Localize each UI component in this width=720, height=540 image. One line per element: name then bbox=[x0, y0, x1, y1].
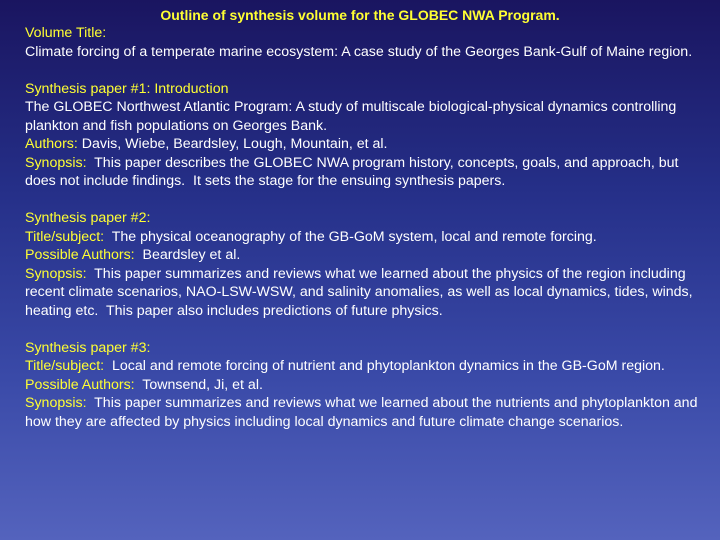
slide-title: Outline of synthesis volume for the GLOBEC NWA Program. bbox=[160, 7, 560, 23]
paper1-title: The GLOBEC Northwest Atlantic Program: A study of multiscale biological-physical dynamics controlling plankton and fish populations on Georges Bank. bbox=[25, 99, 677, 134]
paper3-authors-label: Possible Authors: bbox=[25, 376, 135, 393]
paper3-synopsis-label: Synopsis: bbox=[25, 395, 87, 411]
paper1-heading: Synthesis paper #1: Introduction bbox=[25, 80, 229, 97]
paper1-authors-text: Davis, Wiebe, Beardsley, Lough, Mountain, et al. bbox=[77, 136, 388, 152]
paper1-synopsis bbox=[25, 154, 710, 191]
paper3-authors bbox=[25, 376, 710, 395]
volume-title-text: Climate forcing of a temperate marine ecosystem: A case study of the Georges Bank-Gulf of Maine region. bbox=[25, 43, 693, 60]
paper3-subject-text: Local and remote forcing of nutrient and phytoplankton dynamics in the GB-GoM region. bbox=[104, 358, 665, 374]
paper1-synopsis-label: Synopsis: bbox=[25, 154, 87, 171]
volume-title-label: Volume Title: bbox=[25, 25, 107, 41]
paper3-synopsis-text: This paper summarizes and reviews what we learned about the nutrients and phytoplankton and how they are affected by physics including local dynamics and future climate change scenarios. bbox=[25, 395, 702, 430]
paper1-authors-label: Authors: bbox=[25, 136, 78, 152]
paper2-subject bbox=[25, 228, 710, 247]
paper2-synopsis bbox=[25, 265, 710, 321]
paper3-subject-label: Title/subject: bbox=[25, 358, 105, 374]
paper1-synopsis-text: This paper describes the GLOBEC NWA program history, concepts, goals, and approach, but does not include findings. It sets the stage for the ensuing synthesis papers. bbox=[25, 154, 683, 189]
paper3-authors-text: Townsend, Ji, et al. bbox=[134, 376, 263, 393]
paper2-subject-label: Title/subject: bbox=[25, 228, 105, 245]
paper2-authors-text: Beardsley et al. bbox=[134, 247, 241, 263]
slide-content bbox=[25, 24, 710, 431]
paper3-synopsis bbox=[25, 394, 710, 431]
paper3-heading: Synthesis paper #3: bbox=[25, 339, 151, 356]
paper1-authors bbox=[25, 135, 710, 154]
paper2-subject-text: The physical oceanography of the GB-GoM system, local and remote forcing. bbox=[104, 228, 597, 245]
paper2-synopsis-label: Synopsis: bbox=[25, 265, 87, 282]
paper2-authors-label: Possible Authors: bbox=[25, 247, 135, 263]
paper2-authors bbox=[25, 246, 710, 265]
paper3-subject bbox=[25, 357, 710, 376]
paper2-synopsis-text: This paper summarizes and reviews what we learned about the physics of the region including recent climate scenarios, NAO-LSW-WSW, and salinity anomalies, as well as local dynamics, tides, winds, heating etc. This paper also includes predictions of future physics. bbox=[25, 265, 697, 319]
paper2-heading: Synthesis paper #2: bbox=[25, 210, 151, 226]
